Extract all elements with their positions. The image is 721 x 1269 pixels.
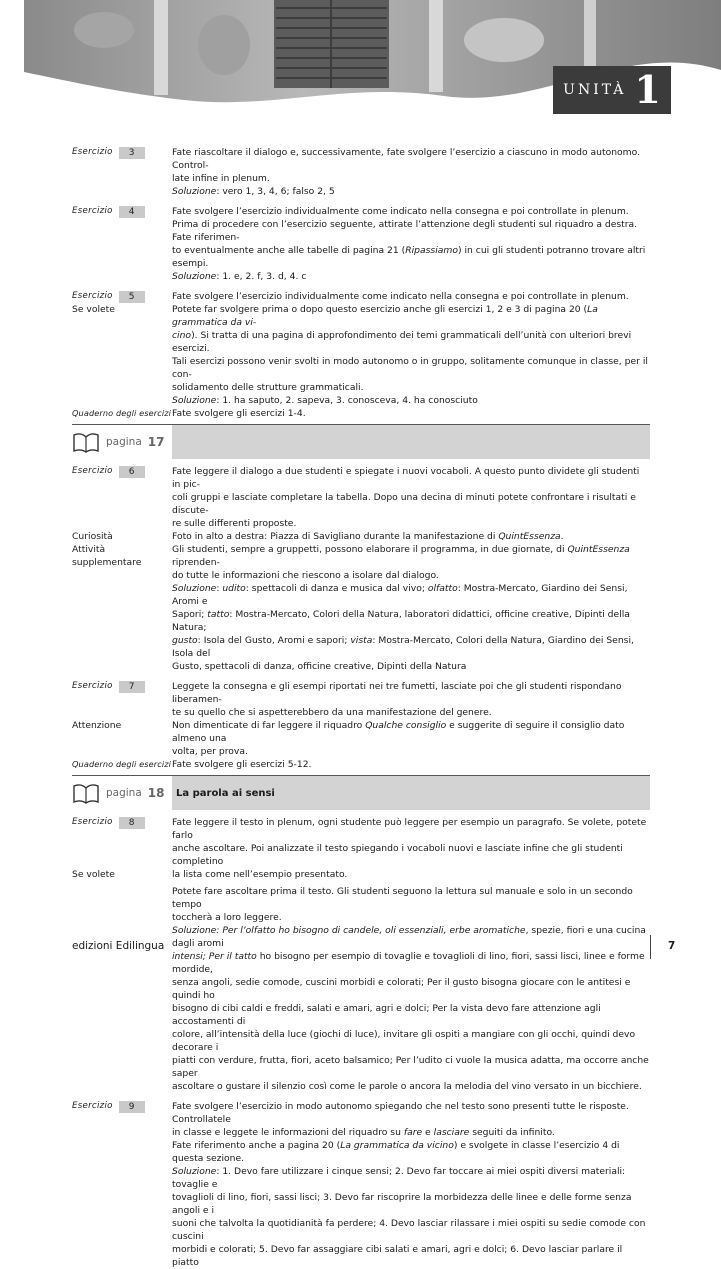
exercise-label: Esercizio 6 [72,465,172,478]
exercise-3 [72,146,650,198]
exercise-text: Fate svolgere l’esercizio in modo autonomo spiegando che nel testo sono presenti tutte le risposte. Controllatele in classe e leggete le informazioni del riquadro su fare e lasciare seguiti da infinito. Fate riferimento anche a pagina 20 (La grammatica da vicino) e svolgete in classe l’esercizio 4 di questa sezione. Soluzione: 1. Devo fare utilizzare i cinque sensi; 2. Devo far toccare ai miei ospiti diversi materiali: tovaglie e tovaglioli di lino, fiori, sassi lisci; 3. Devo far riscoprire la morbidezza delle linee e delle forme senza angoli e i suoni che talvolta la quotidianità fa perdere; 4. Devo lasciar rilassare i miei ospiti su sedie comode con cuscini morbidi e colorati; 5. Devo far assaggiare cibi salati e amari, agri e dolci; 6. Devo lasciar parlare il piatto [172,1101,646,1268]
page-number-footer: 7 [668,940,676,952]
exercise-number: 3 [119,147,145,159]
curiosity-label: Curiosità [72,531,113,542]
exercise-text: Leggete la consegna e gli esempi riportati nei tre fumetti, lasciate poi che gli studenti rispondano liberamen- te su quello che si aspetterebbero da una manifestazione del genere. [172,681,622,718]
exercise-number: 4 [119,206,145,218]
guide-content [72,146,650,1269]
exercise-label: Esercizio 8 [72,816,172,829]
exercise-label: Esercizio 5 [72,290,172,303]
curiosity-text: Foto in alto a destra: Piazza di Savigliano durante la manifestazione di QuintEssenza. [172,531,564,542]
open-book-icon [72,781,100,805]
publisher-name: edizioni Edilingua [72,940,165,952]
exercise-9 [72,1100,650,1269]
exercise-5 [72,290,650,407]
side-note-label: Se volete [72,304,115,315]
exercise-number: 6 [119,466,145,478]
open-book-icon [72,430,100,454]
page-number: 18 [147,786,165,800]
page-word: pagina [106,436,142,448]
workbook-label: Quaderno degli esercizi [72,408,171,418]
supplementary-label: Attività supplementare [72,544,142,568]
workbook-note-1 [72,407,650,420]
exercise-text: Fate leggere il testo in plenum, ogni studente può leggere per esempio un paragrafo. Se volete, potete farlo anche ascoltare. Poi analizzate il testo spiegando i vocaboli nuovi e lasciate infine che gli studenti completino la lista come nell’esempio presentato. Potete fare ascoltare prima il testo. Gli studenti seguono la lettura sul manuale e solo in un secondo tempo toccherà a loro leggere. Soluzione: Per l’olfatto ho bisogno di candele, oli essenziali, erbe aromatiche, spezie, fiori e una cucina dagli aromi intensi; Per il tatto ho bisogno per esempio di tovaglie e tovaglioli di lino, fiori, sassi lisci, linee e forme mordide, senza angoli, sedie comode, cuscini morbidi e colorati; Per il gusto bisogna giocare con le antitesi e quindi ho bisogno di cibi caldi e freddi, salati e amari, agri e dolci; Per la vista devo fare attenzione agli accostamenti di colore, all’intensità della luce (giochi di luce), invitare gli ospiti a mangiare con gli occhi, quindi devo decorare i piatti con verdure, frutta, fiori, aceto balsamico; Per l’udito ci vuole la musica adatta, ma occorre anche saper ascoltare o gustare il silenzio così come le parole o ancora la melodia del vino versato in un bicchiere. [172,817,649,1092]
exercise-label: Esercizio 9 [72,1100,172,1113]
unit-label: UNITÀ [563,82,627,98]
workbook-text: Fate svolgere gli esercizi 1-4. [172,408,306,419]
page-number: 17 [147,435,165,449]
exercise-text: Fate svolgere l’esercizio individualmente come indicato nella consegna e poi controllate in plenum. Potete far svolgere prima o dopo questo esercizio anche gli esercizi 1, 2 e 3 di pagina 20 (La grammatica da vi- cino). Si tratta di una pagina di approfondimento dei temi grammaticali dell’unità con ulteriori brevi esercizi. Tali esercizi possono venir svolti in modo autonomo o in gruppo, solitamente comunque in classe, per il con- solidamento delle strutture grammaticali. Soluzione: 1. ha saputo, 2. sapeva, 3. conosceva, 4. ha conosciuto [172,291,648,406]
curiosity-note [72,530,650,543]
exercise-label: Esercizio 4 [72,205,172,218]
exercise-6 [72,465,650,530]
attention-text: Non dimenticate di far leggere il riquadro Qualche consiglio e suggerite di seguire il consiglio dato almeno una volta, per prova. [172,720,625,757]
exercise-text: Fate leggere il dialogo a due studenti e spiegate i nuovi vocaboli. A questo punto dividete gli studenti in pic- coli gruppi e lasciate completare la tabella. Dopo una decina di minuti potete confrontare i risultati e discute- re sulle differenti proposte. [172,466,640,529]
exercise-7 [72,680,650,719]
page-17-bar [72,424,650,459]
exercise-number: 9 [119,1101,145,1113]
exercise-number: 7 [119,681,145,693]
page-title: La parola ai sensi [172,776,650,810]
workbook-label: Quaderno degli esercizi [72,759,171,769]
supplementary-activity [72,543,650,673]
attention-note [72,719,650,758]
side-note-label: Se volete [72,869,115,880]
exercise-text: Fate riascoltare il dialogo e, successivamente, fate svolgere l’esercizio a ciascuno in modo autonomo. Control- late infine in plenum. Soluzione: vero 1, 3, 4, 6; falso 2, 5 [172,147,640,197]
footer-divider [650,935,651,959]
unit-badge [553,66,671,114]
supplementary-text: Gli studenti, sempre a gruppetti, possono elaborare il programma, in due giornate, di QuintEssenza riprenden- do tutte le informazioni che riescono a isolare dal dialogo. Soluzione: udito: spettacoli di danza e musica dal vivo; olfatto: Mostra-Mercato, Giardino dei Sensi, Aromi e Sapori; tatto: Mostra-Mercato, Colori della Natura, laboratori didattici, officine creative, Dipinti della Natura; gusto: Isola del Gusto, Aromi e sapori; vista: Mostra-Mercato, Colori della Natura, Giardino dei Sensi, Isola del Gusto, spettacoli di danza, officine creative, Dipinti della Natura [172,544,634,672]
exercise-text: Fate svolgere l’esercizio individualmente come indicato nella consegna e poi controllate in plenum. Prima di procedere con l’esercizio seguente, attirate l’attenzione degli studenti sul riquadro a destra. Fate riferimen- to eventualmente anche alle tabelle di pagina 21 (Ripassiamo) in cui gli studenti potranno trovare altri esempi. Soluzione: 1. e, 2. f, 3. d, 4. c [172,206,646,282]
attention-label: Attenzione [72,720,122,731]
exercise-label: Esercizio 3 [72,146,172,159]
exercise-number: 5 [119,291,145,303]
page-word: pagina [106,787,142,799]
exercise-label: Esercizio 7 [72,680,172,693]
exercise-number: 8 [119,817,145,829]
page-title-bar [172,425,650,459]
exercise-8 [72,816,650,1093]
workbook-note-2 [72,758,650,771]
exercise-4 [72,205,650,283]
unit-number: 1 [634,67,661,112]
page-18-bar [72,775,650,810]
workbook-text: Fate svolgere gli esercizi 5-12. [172,759,312,770]
